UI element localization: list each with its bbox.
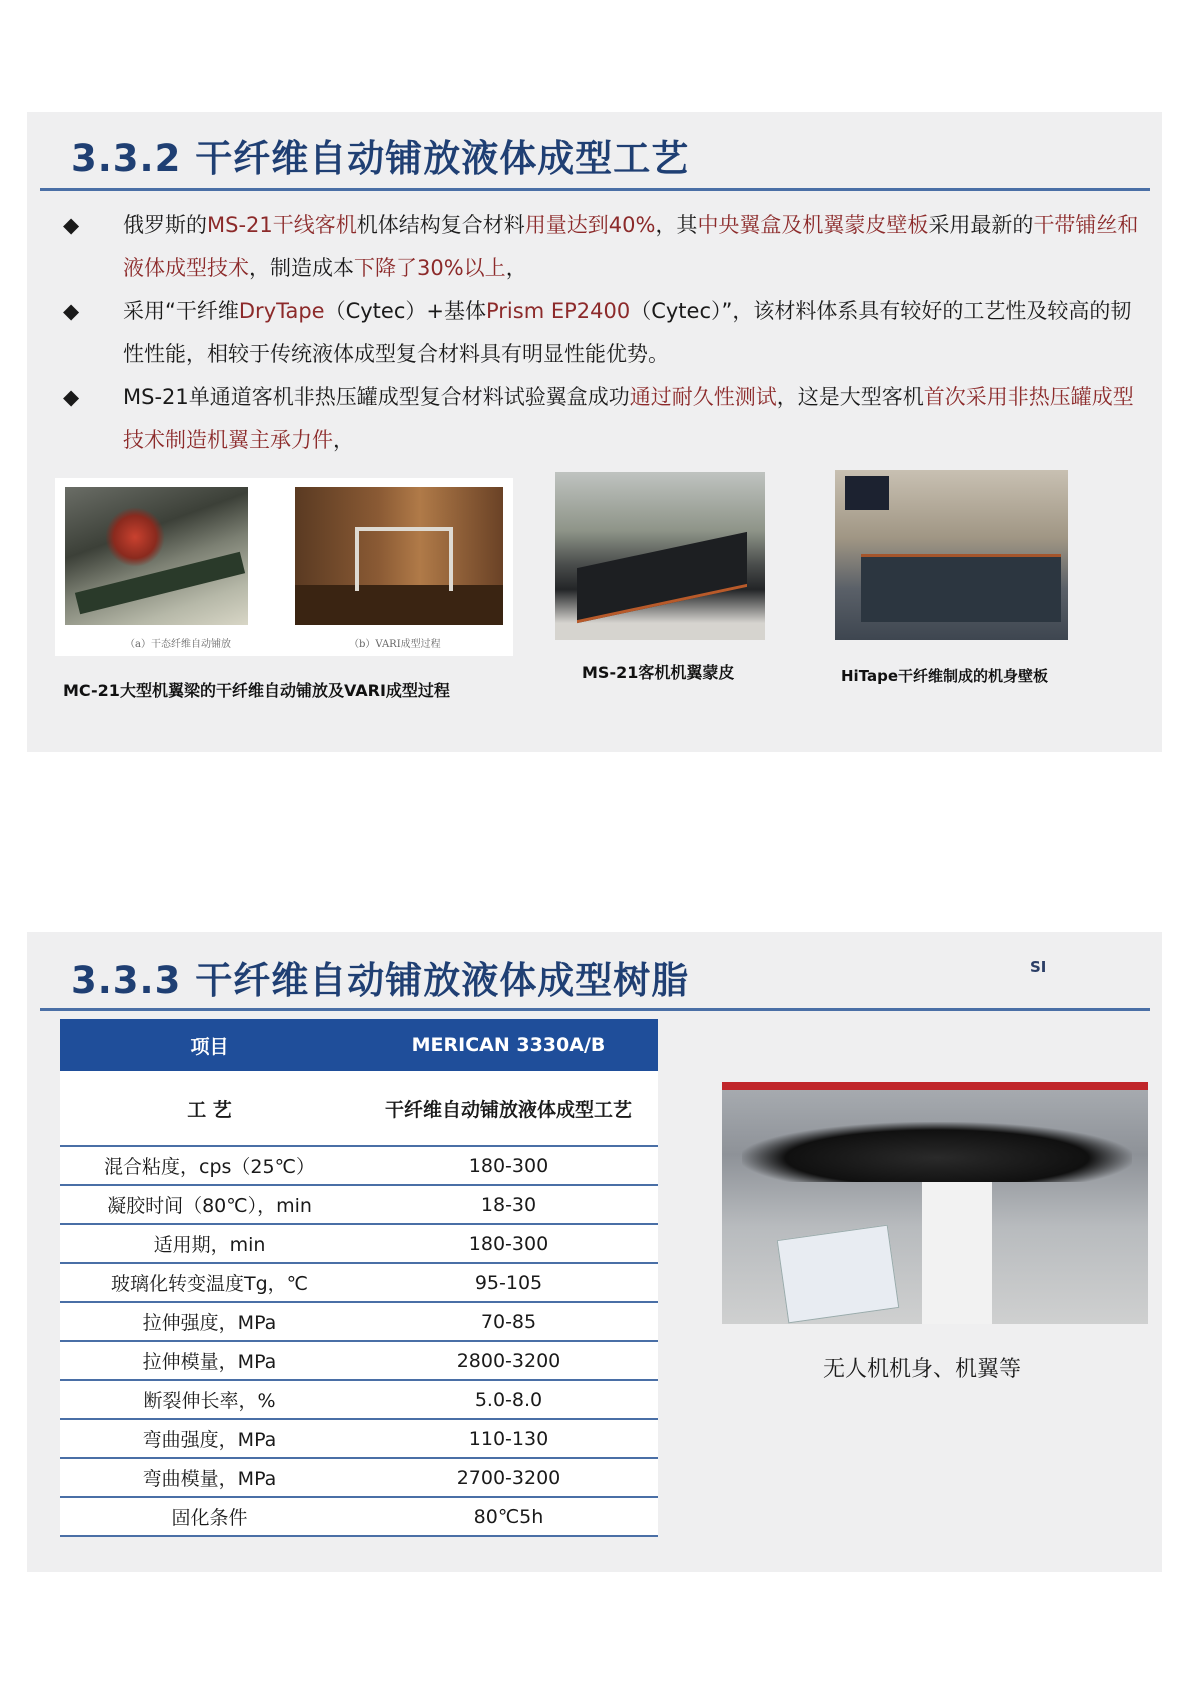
value-cell: 110-130 [359,1419,658,1458]
logo-mark: SI [1030,958,1047,976]
value-cell: 18-30 [359,1185,658,1224]
bullet-text: ， [333,428,354,452]
header-product: MERICAN 3330A/B [359,1019,658,1071]
sub-caption-b: （b）VARI成型过程 [349,639,441,650]
property-cell: 固化条件 [60,1497,359,1536]
table-row [60,1380,658,1419]
fuselage-panel-photo [835,470,1068,640]
property-cell: 断裂伸长率，% [60,1380,359,1419]
table-row [60,1497,658,1536]
property-cell: 拉伸强度，MPa [60,1302,359,1341]
sub-caption-a: （a）干态纤维自动铺放 [125,639,231,650]
bullet-text: 采用最新的 [928,213,1034,237]
slide-title: 3.3.2 干纤维自动铺放液体成型工艺 [71,137,690,180]
value-cell: 5.0-8.0 [359,1380,658,1419]
uav-wing-shape [742,1122,1132,1182]
table-row [60,1263,658,1302]
caption-left: MC-21大型机翼梁的干纤维自动铺放及VARI成型过程 [63,681,450,700]
value-cell: 180-300 [359,1224,658,1263]
property-cell: 弯曲模量，MPa [60,1458,359,1497]
value-cell: 干纤维自动铺放液体成型工艺 [359,1071,658,1146]
value-cell: 2700-3200 [359,1458,658,1497]
table-header-row [60,1019,658,1071]
table-row [60,1302,658,1341]
resin-spec-table [60,1019,658,1537]
display-card [777,1225,900,1324]
bullet-text: MS-21单通道客机非热压罐成型复合材料试验翼盒成功 [123,385,630,409]
bullet-text: ， [505,256,527,280]
property-cell: 拉伸模量，MPa [60,1341,359,1380]
table-row [60,1185,658,1224]
table-row [60,1341,658,1380]
value-cell: 180-300 [359,1146,658,1185]
highlight-text: 用量达到40% [524,213,656,237]
highlight-text: 干带铺丝和液体成型技术 [123,213,1139,280]
diamond-bullet-icon: ◆ [63,385,80,409]
bullet-text: ，制造成本 [249,256,354,280]
table-row [60,1224,658,1263]
photo-caption: 无人机机身、机翼等 [823,1357,1022,1382]
property-cell: 混合粘度，cps（25℃） [60,1146,359,1185]
property-cell: 玻璃化转变温度Tg，℃ [60,1263,359,1302]
value-cell: 95-105 [359,1263,658,1302]
bullet-text: 俄罗斯的 [123,213,207,237]
value-cell: 80℃5h [359,1497,658,1536]
dry-fiber-placement-photo [65,487,248,625]
bullet-text: 采用“干纤维 [123,299,239,323]
bullet-item [63,204,1143,290]
value-cell: 2800-3200 [359,1341,658,1380]
bullet-text: （Cytec）”，该材料体系具有较好的工艺性及较高的韧性性能，相较于传统液体成型复合材料具有明显性能优势。 [123,299,1132,366]
value-cell: 70-85 [359,1302,658,1341]
uav-photo [722,1082,1148,1324]
bullet-item [63,290,1143,376]
table-row [60,1419,658,1458]
highlight-text: 首次采用非热压罐成型技术制造机翼主承力件 [123,385,1134,452]
display-stand [922,1182,992,1324]
bullet-text: （Cytec）+基体 [324,299,486,323]
bullet-text: ，这是大型客机 [776,385,924,409]
photo-banner [722,1082,1148,1090]
table-row [60,1146,658,1185]
table-row [60,1071,658,1146]
highlight-text: MS-21干线客机 [207,213,357,237]
highlight-text: Prism EP2400 [485,299,631,323]
highlight-text: 通过耐久性测试 [629,385,777,409]
bullet-text: 机体结构复合材料 [356,213,525,237]
bullet-item [63,376,1143,462]
table-row [60,1458,658,1497]
property-cell: 弯曲强度，MPa [60,1419,359,1458]
highlight-text: DryTape [238,299,325,323]
diamond-bullet-icon: ◆ [63,299,80,323]
title-divider [40,1008,1150,1011]
bullet-text: ，其 [655,213,698,237]
highlight-text: 下降了30%以上 [354,256,506,280]
caption-right: HiTape干纤维制成的机身壁板 [841,667,1049,685]
diamond-bullet-icon: ◆ [63,213,80,237]
caption-middle: MS-21客机机翼蒙皮 [582,663,735,682]
vari-process-photo [295,487,503,625]
property-cell: 适用期，min [60,1224,359,1263]
highlight-text: 中央翼盒及机翼蒙皮壁板 [697,213,929,237]
property-cell: 凝胶时间（80℃），min [60,1185,359,1224]
property-cell: 工 艺 [60,1071,359,1146]
slide-title: 3.3.3 干纤维自动铺放液体成型树脂 [71,959,690,1002]
slide-dry-fiber-process [27,112,1162,752]
wing-skin-photo [555,472,765,640]
slide-resin [27,932,1162,1572]
bullet-list [63,204,1143,462]
header-item: 项目 [60,1019,359,1071]
title-divider [40,188,1150,191]
